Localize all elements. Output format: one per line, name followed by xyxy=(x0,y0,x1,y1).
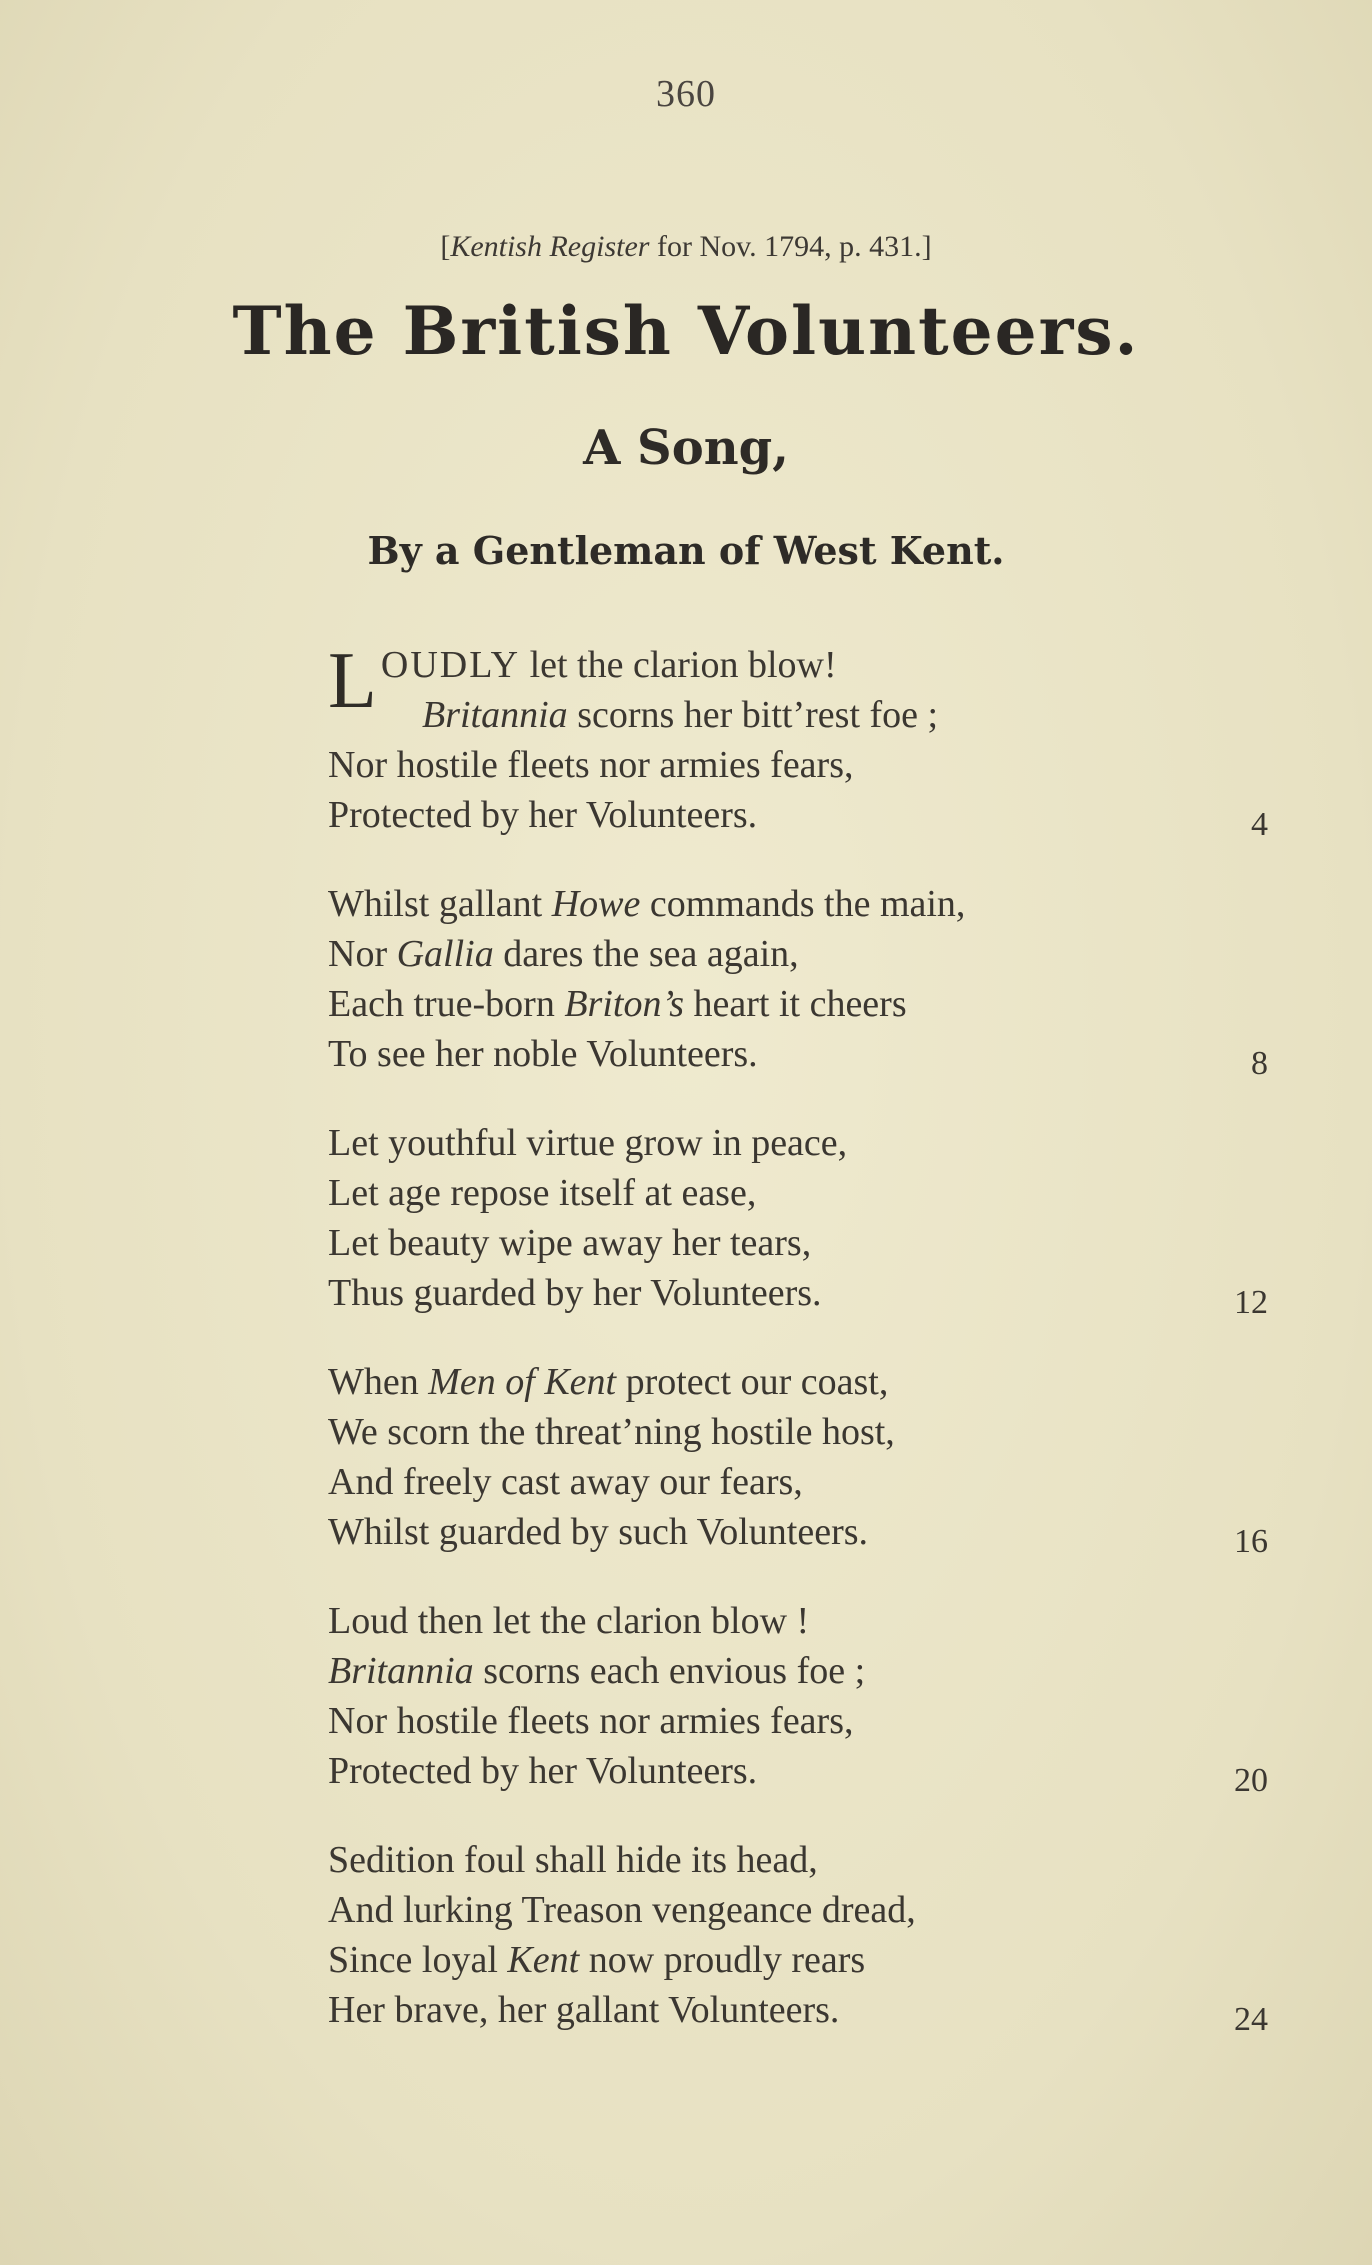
poem-subtitle: A Song, xyxy=(583,420,789,476)
poem-line: Her brave, her gallant Volunteers. 24 xyxy=(328,1985,1268,2035)
poem-line: Let age repose itself at ease, xyxy=(328,1172,757,1214)
stanza xyxy=(328,879,1268,1082)
poem-line: Protected by her Volunteers. 4 xyxy=(328,790,1268,840)
poem-line: Thus guarded by her Volunteers. 12 xyxy=(328,1268,1268,1318)
poem-line: Nor hostile fleets nor armies fears, xyxy=(328,1700,854,1742)
poem-body xyxy=(328,637,1268,2074)
stanza xyxy=(328,1357,1268,1560)
poem-line: Loud then let the clarion blow ! xyxy=(328,1600,810,1642)
stanza xyxy=(328,1835,1268,2038)
poem-line: We scorn the threat’ning hostile host, xyxy=(328,1411,895,1453)
poem-title: The British Volunteers. xyxy=(232,292,1140,370)
stanza xyxy=(328,1596,1268,1799)
source-citation: [Kentish Register for Nov. 1794, p. 431.] xyxy=(440,230,932,263)
line-number: 12 xyxy=(1234,1284,1268,1321)
poem-line: Whilst guarded by such Volunteers. 16 xyxy=(328,1507,1268,1557)
poem-line: Each true-born Briton’s heart it cheers xyxy=(328,983,907,1025)
stanza xyxy=(328,1118,1268,1321)
poem-line: Sedition foul shall hide its head, xyxy=(328,1839,818,1881)
poem-line: Let beauty wipe away her tears, xyxy=(328,1222,812,1264)
page-number: 360 xyxy=(656,73,716,115)
poem-line: And lurking Treason vengeance dread, xyxy=(328,1889,916,1931)
poem-line: Let youthful virtue grow in peace, xyxy=(328,1122,848,1164)
poem-line: Protected by her Volunteers. 20 xyxy=(328,1746,1268,1796)
line-number: 20 xyxy=(1234,1762,1268,1799)
drop-cap: L xyxy=(328,637,377,725)
line-number: 16 xyxy=(1234,1523,1268,1560)
poem-line: Britannia scorns each envious foe ; xyxy=(328,1650,866,1692)
poem-line: LOUDLY let the clarion blow! xyxy=(328,637,837,725)
poem-line: And freely cast away our fears, xyxy=(328,1461,803,1503)
poem-byline: By a Gentleman of West Kent. xyxy=(367,528,1005,573)
line-number: 4 xyxy=(1251,806,1268,843)
poem-line: Since loyal Kent now proudly rears xyxy=(328,1939,866,1981)
line-number: 24 xyxy=(1234,2001,1268,2038)
poem-line: Nor hostile fleets nor armies fears, xyxy=(328,744,854,786)
stanza xyxy=(328,637,1268,843)
poem-line: Nor Gallia dares the sea again, xyxy=(328,933,799,975)
poem-line: Whilst gallant Howe commands the main, xyxy=(328,883,966,925)
line-number: 8 xyxy=(1251,1045,1268,1082)
poem-line: Britannia scorns her bitt’rest foe ; xyxy=(422,694,939,736)
publication-name: Kentish Register xyxy=(450,230,650,263)
poem-line: When Men of Kent protect our coast, xyxy=(328,1361,889,1403)
poem-line: To see her noble Volunteers. 8 xyxy=(328,1029,1268,1079)
